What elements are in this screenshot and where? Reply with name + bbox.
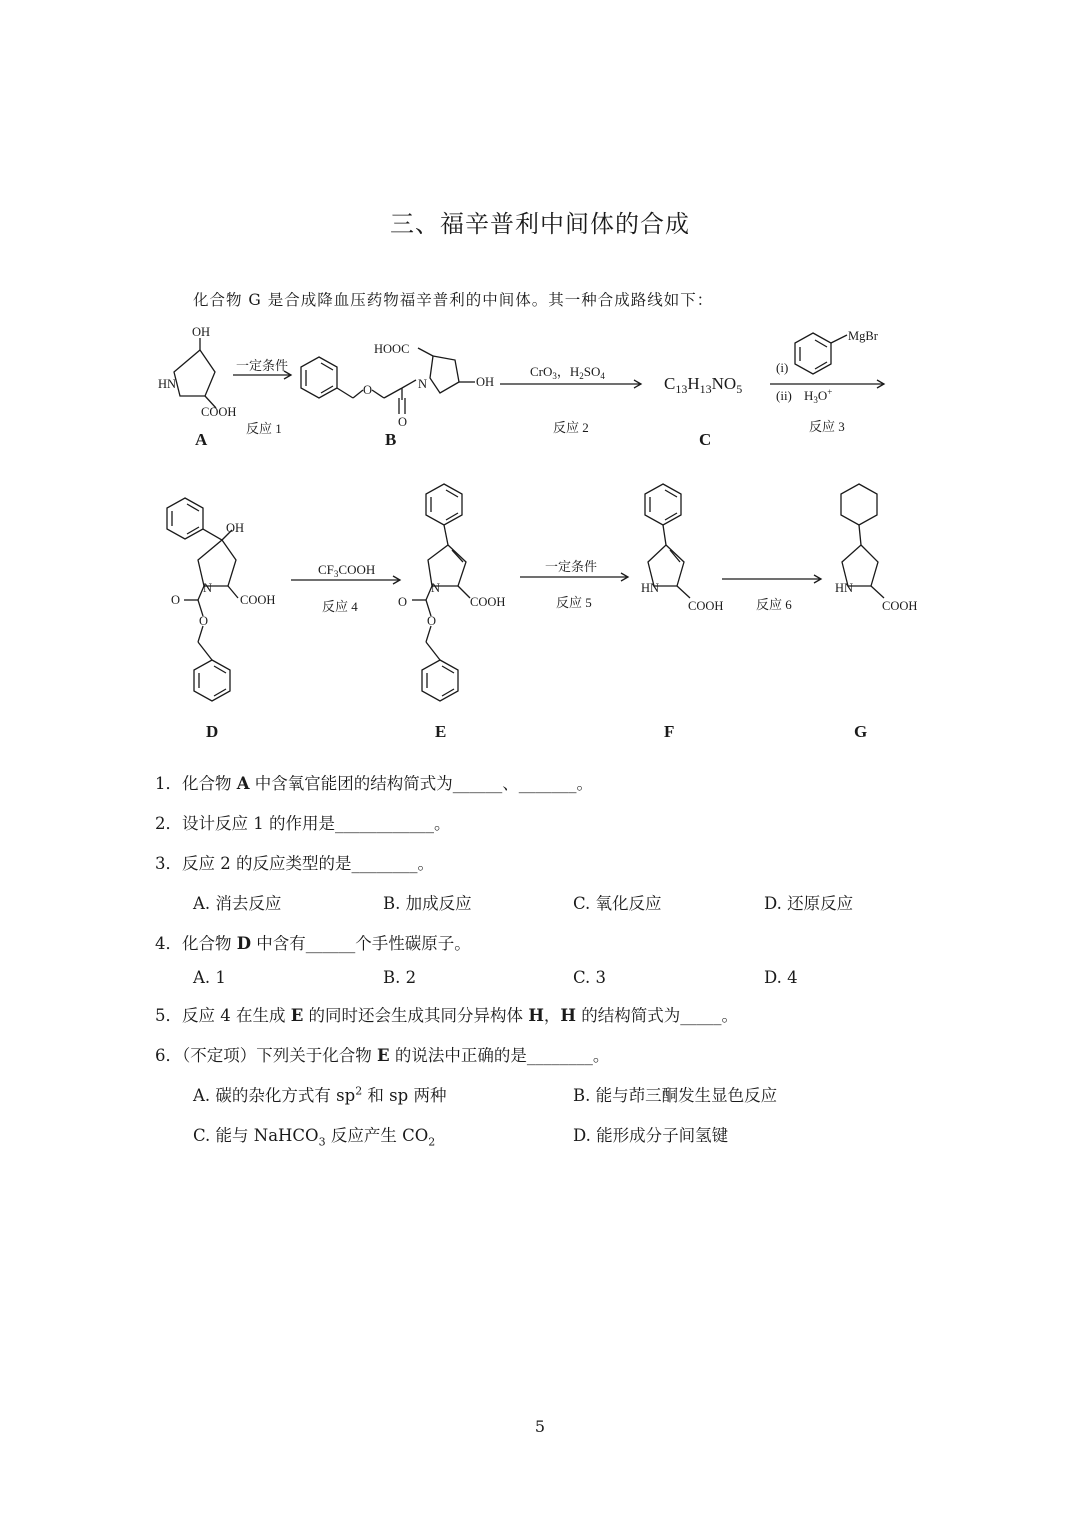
q3-option-a[interactable]: A. 消去反应 bbox=[193, 894, 282, 913]
atom-label: HN bbox=[835, 581, 854, 595]
q6-option-d[interactable]: D. 能形成分子间氢键 bbox=[573, 1126, 729, 1145]
condition-label: $H_3O^+$ bbox=[804, 387, 833, 405]
q3-option-d[interactable]: D. 还原反应 bbox=[764, 894, 854, 913]
compound-label-D: D bbox=[206, 722, 219, 741]
atom-label: COOH bbox=[688, 599, 724, 613]
question-4: 4．化合物 D 中含有______个手性碳原子。 bbox=[155, 934, 471, 953]
compound-label-F: F bbox=[664, 722, 675, 741]
question-3: 3．反应 2 的反应类型的是________。 bbox=[155, 854, 434, 873]
q6-option-b[interactable]: B. 能与茚三酮发生显色反应 bbox=[573, 1086, 778, 1105]
condition-label: (i) bbox=[776, 360, 789, 375]
atom-label: N bbox=[418, 377, 428, 391]
reaction-label: 反应 1 bbox=[246, 421, 282, 436]
atom-label: N bbox=[431, 581, 441, 595]
page-number: 5 bbox=[534, 1417, 546, 1436]
atom-label: N bbox=[203, 581, 213, 595]
question-2: 2．设计反应 1 的作用是____________。 bbox=[155, 814, 451, 833]
condition-label: 一定条件 bbox=[545, 559, 598, 574]
atom-label: O bbox=[199, 614, 209, 628]
compound-label-B: B bbox=[385, 430, 397, 449]
atom-label: O bbox=[427, 614, 437, 628]
atom-label: COOH bbox=[240, 593, 276, 607]
atom-label: O bbox=[363, 383, 373, 397]
reagent-label: MgBr bbox=[848, 329, 878, 343]
compound-label-A: A bbox=[195, 430, 208, 449]
compound-label-G: G bbox=[854, 722, 868, 741]
atom-label: OH bbox=[226, 521, 245, 535]
condition-label: (ii) bbox=[776, 388, 792, 403]
atom-label: O bbox=[171, 593, 181, 607]
condition-label: 一定条件 bbox=[236, 358, 289, 373]
atom-label: COOH bbox=[201, 405, 237, 419]
compound-label-E: E bbox=[435, 722, 447, 741]
atom-label: O bbox=[398, 415, 408, 429]
condition-label: CrO$_3$，$H_2SO_4$ bbox=[530, 364, 605, 381]
intro-text: 化合物 G 是合成降血压药物福辛普利的中间体。其一种合成路线如下： bbox=[193, 291, 714, 309]
q3-option-b[interactable]: B. 加成反应 bbox=[383, 894, 472, 913]
compound-label-C: C bbox=[699, 430, 712, 449]
q6-option-c[interactable]: C. 能与 NaHCO$_3$ 反应产生 $CO_2$ bbox=[193, 1126, 436, 1149]
condition-label: $CF_3COOH$ bbox=[318, 562, 376, 579]
synthesis-scheme bbox=[0, 310, 1080, 750]
atom-label: OH bbox=[476, 375, 495, 389]
reaction-label: 反应 6 bbox=[756, 597, 792, 612]
atom-label: HN bbox=[158, 377, 177, 391]
reaction-label: 反应 5 bbox=[556, 595, 592, 610]
atom-label: HOOC bbox=[374, 342, 410, 356]
q3-option-c[interactable]: C. 氧化反应 bbox=[573, 894, 662, 913]
atom-label: HN bbox=[641, 581, 660, 595]
q6-option-a[interactable]: A. 碳的杂化方式有 $sp^2$ 和 sp 两种 bbox=[193, 1084, 447, 1105]
atom-label: COOH bbox=[470, 595, 506, 609]
atom-label: OH bbox=[192, 325, 211, 339]
reaction-label: 反应 4 bbox=[322, 599, 358, 614]
atom-label: COOH bbox=[882, 599, 918, 613]
atom-label: O bbox=[398, 595, 408, 609]
question-6: 6．（不定项）下列关于化合物 E 的说法中正确的是________。 bbox=[155, 1046, 610, 1065]
formula-C: $C_{13}H_{13}NO_5$ bbox=[664, 374, 743, 396]
q4-option-c[interactable]: C. 3 bbox=[573, 968, 607, 987]
q4-option-d[interactable]: D. 4 bbox=[764, 968, 798, 987]
question-5: 5．反应 4 在生成 E 的同时还会生成其同分异构体 H，H 的结构简式为_____。 bbox=[155, 1006, 738, 1025]
section-title: 三、福辛普利中间体的合成 bbox=[390, 210, 690, 238]
q4-option-a[interactable]: A. 1 bbox=[193, 968, 226, 987]
reaction-label: 反应 3 bbox=[809, 419, 845, 434]
question-1: 1．化合物 A 中含氧官能团的结构简式为______、_______。 bbox=[155, 774, 594, 793]
q4-option-b[interactable]: B. 2 bbox=[383, 968, 417, 987]
reaction-label: 反应 2 bbox=[553, 420, 589, 435]
